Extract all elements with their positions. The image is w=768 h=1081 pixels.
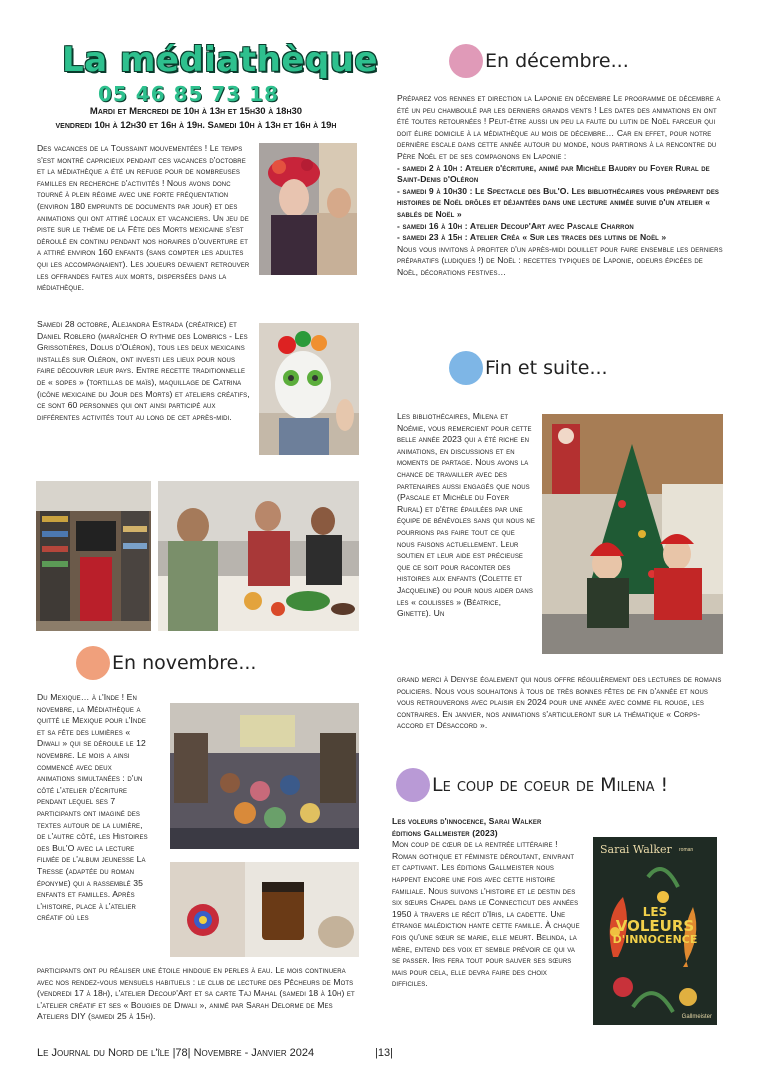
photo-diwali-crafts [170,862,359,957]
cover-title-line-2: VOLEURS [615,917,695,935]
book-title: Les voleurs d'innocence, Sarai Walker [392,816,542,826]
toussaint-text-2: Samedi 28 octobre, Alejandra Estrada (créatrice) et Daniel Roblero (maraîcher O rythme des Lombrics - Les Grissotières, Dolus d'Oléron), tous les deux mexicains installés sur Oléron, ont investi les lieux pour nous faire découvrir leur pays. Entre recette traditionnelle de « sopes » (tortillas de maïs), maquillage de Catrina (icône mexicaine du Jour des Morts) et ateliers créatifs, ce sont 60 personnes qui ont ainsi participé aux différentes activités tout au long de cet après-midi. [37,319,250,422]
november-text-wide: participants ont pu réaliser une étoile hindoue en perles à eau. Le mois continuera avec nos rendez-vous mensuels habituels : le club de lecture des Pêcheurs de Mots (vendredi 17 à 18h), l'atelier Decoup'Art et sa carte Taj Mahal (samedi 18 à 10h) et l'atelier créatif et ses « Bougies de Diwali », animé par Sarah Delorme de Mes Ateliers DIY (samedi 25 à 15h). [37,965,355,1022]
coeur-heading-label: Le coup de coeur de Milena ! [432,774,669,796]
opening-hours-line-1: Mardi et Mercredi de 10h à 13h et 15h30 à 18h30 [89,106,303,117]
cover-publisher: Gallmeister [681,1014,712,1020]
november-text-narrow: Du Mexique… à l'Inde ! En novembre, la Médiathèque a quitté le Mexique pour l'Inde et sa fête des lumières « Diwali » qui se déroule le 12 novembre. Le mois a ainsi commencé avec deux animations simultanées : d'un côté l'atelier d'écriture pendant lequel ses 7 participants ont imaginé des textes autour de la lumière, de l'autre côté, les Histoires des Bul'O avec la lecture filmée de l'album jeunesse La Tresse (adaptée du roman éponyme) qui a rassemblé 35 enfants et familles. Après l'histoire, place à l'atelier créatif où les [37,692,148,923]
coeur-body [392,816,582,990]
photo-librarians-christmas [542,414,723,654]
page-title: La médiathèque [62,40,378,80]
photo-story-time [170,703,359,849]
footer-journal: Le Journal du Nord de l'île |78| Novembre - Janvier 2024 [37,1047,315,1059]
december-item-2: - samedi 9 à 10h30 : Le Spectacle des Bul'O. Les bibliothécaires vous préparent des histoires de Noël drôles et déjantées dans une lecture animée suivie d'un atelier « sablés de Noël » [397,185,720,219]
november-heading-label: En novembre... [112,652,257,674]
december-item-4: - samedi 23 à 15h : Atelier Créa « Sur les traces des lutins de Noël » [397,232,667,243]
end-dot-icon [449,351,483,385]
end-heading [449,351,608,385]
end-text-narrow: Les bibliothécaires, Milena et Noémie, vous remercient pour cette belle année 2023 qui a été riche en animations, en discussions et en moments de partage. Nous avons la chance de travailler avec des partenaires aussi engagés que nous (Pascale et Michèle du Foyer Rural) et d'être épaulées par une équipe de bénévoles sans qui nous ne pourrions pas faire tout ce que nous faisons actuellement. Leur soutien et leur aide est précieuse que ce soit pour raconter des histoires aux enfants (Colette et Jacqueline) ou pour nous aider dans les « coulisses » (Béatrice, Ginette). Un [397,411,535,619]
december-dot-icon [449,44,483,78]
book-cover [593,837,717,1025]
december-body [397,93,723,279]
toussaint-text-1: Des vacances de la Toussaint mouvementées ! Le temps s'est montré capricieux pendant ces vacances d'octobre et la médiathèque a été un refuge pour de nombreuses familles en recherche d'activités ! Nous avons donc tourné à plein régime avec une forte fréquentation (environ 180 emprunts de documents par jour) et des animations qui ont attiré locaux et vacanciers. Un jeu de piste sur le thème de la Fête des Morts mexicaine s'est déroulé en continu pendant nos horaires d'ouverture et a attiré environ 160 enfants (sans compter les adultes qui les accompagnaient). Les joueurs devaient retrouver les offrandes faites aux morts, dispersées dans la médiathèque. [37,143,250,293]
december-item-3: - samedi 16 à 10h : Atelier Decoup'Art avec Pascale Charron [397,220,634,231]
phone-number: 05 46 85 73 18 [98,82,280,106]
photo-cooking-workshop [158,481,359,631]
coeur-dot-icon [396,768,430,802]
november-dot-icon [76,646,110,680]
book-review: Mon coup de cœur de la rentrée littéraire ! Roman gothique et féministe déroutant, enivrant et captivant. Les éditions Gallmeister nous happent encore une fois avec cette histoire familiale. Nous suivons l'histoire et le destin des six sœurs Chapel dans le Connecticut des années 1950 à travers le récit d'Iris, la cadette. Une étrange malédiction hante cette famille. À chaque fois qu'une sœur se marie, elle meurt. Belinda, la mère, entend des voix et semble prévoir ce qui va se passer. Iris fera tout pour sauver ses sœurs mais pour cela, elle devra faire des choix difficiles. [392,839,580,989]
cover-title [593,905,717,947]
november-heading [76,646,256,680]
cover-label: roman [679,847,694,853]
end-text-wide: grand merci à Denyse également qui nous offre régulièrement des lectures de romans policiers. Nous vous souhaitons à tous de très bonnes fêtes de fin d'année et nous vous retrouverons avec plaisir en 2024 pour une année avec comme fil rouge, les contraires. En janvier, nos animations s'articuleront sur la thématique « Corps-accord et Désaccord ». [397,674,722,731]
cover-title-line-1: LES [642,905,668,919]
cover-title-line-3: D'INNOCENCE [612,933,698,946]
book-publisher: éditions Gallmeister (2023) [392,827,498,838]
december-intro: Préparez vos rennes et direction la Laponie en décembre Le programme de décembre a été un peu chamboulé par les derniers grands vents ! Les dates des animations en ont été toutes retournées ! Peut-être aussi un peu la faute du lutin de Noël farceur qui doit élire domicile à la médiathèque au mois de décembre… Car en effet, pour notre dernière escale dans cette année autour du monde, nous partirons à la rencontre du Père Noël et de ses compagnons en Laponie : [397,93,721,161]
december-outro: Nous vous invitons à profiter d'un après-midi douillet pour faire ensemble les derniers préparatifs (ludiques !) de Noël : recettes typiques de Laponie, odeurs épicées de Noël, décorations festives… [397,243,723,277]
photo-child-mask [259,323,359,455]
december-heading [449,44,629,78]
photo-catrina-makeup [259,143,357,275]
opening-hours-line-2: vendredi 10h à 12h30 et 16h à 19h. Samedi 10h à 13h et 16h à 19h [55,120,337,131]
page-number: |13| [375,1047,393,1059]
photo-library-altar [36,481,151,631]
cover-author: Sarai Walker [600,843,672,856]
december-item-1: - samedi 2 à 10h : Atelier d'écriture, animé par Michèle Baudry du Foyer Rural de Saint-Denis d'Oléron [397,162,710,185]
december-heading-label: En décembre... [485,50,629,72]
end-heading-label: Fin et suite... [485,357,608,379]
coeur-heading [396,768,668,802]
